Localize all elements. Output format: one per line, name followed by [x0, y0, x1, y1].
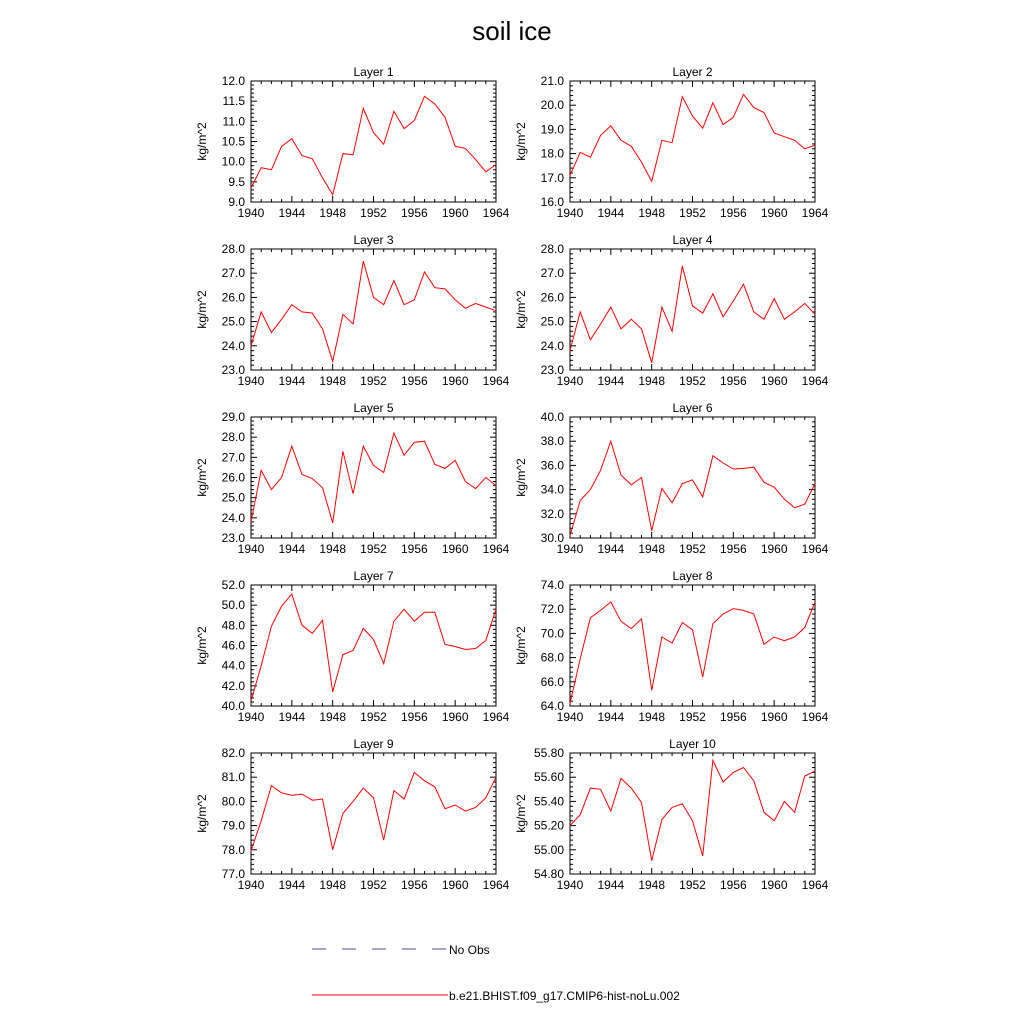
x-tick-label: 1944 [597, 374, 625, 388]
panel-title: Layer 6 [672, 401, 713, 415]
y-tick-label: 26.0 [221, 290, 245, 305]
x-tick-label: 1964 [482, 542, 510, 556]
y-tick-label: 46.0 [221, 638, 245, 653]
y-tick-label: 78.0 [221, 842, 245, 857]
y-tick-label: 11.0 [222, 114, 245, 129]
y-tick-label: 38.0 [540, 434, 564, 449]
x-tick-label: 1948 [638, 374, 666, 388]
y-tick-label: 21.0 [540, 74, 564, 88]
x-tick-label: 1940 [556, 206, 584, 220]
y-tick-label: 23.0 [540, 363, 564, 377]
x-tick-label: 1940 [237, 878, 265, 892]
legend-obs-label: No Obs [449, 943, 490, 957]
x-tick-label: 1952 [360, 710, 387, 724]
panel-title: Layer 3 [353, 233, 394, 247]
x-tick-label: 1944 [278, 542, 306, 556]
y-tick-label: 29.0 [221, 410, 245, 424]
x-tick-label: 1952 [679, 206, 706, 220]
y-axis-label: kg/m^2 [514, 458, 528, 497]
y-tick-label: 80.0 [221, 794, 245, 809]
y-axis-label: kg/m^2 [514, 626, 528, 665]
y-axis-label: kg/m^2 [195, 290, 209, 329]
y-axis-label: kg/m^2 [195, 458, 209, 497]
x-tick-label: 1940 [556, 542, 584, 556]
y-tick-label: 55.40 [533, 794, 564, 809]
y-tick-label: 17.0 [540, 170, 564, 185]
x-tick-label: 1952 [360, 878, 387, 892]
y-tick-label: 74.0 [540, 578, 564, 592]
panel-title: Layer 9 [353, 737, 394, 751]
x-tick-label: 1940 [237, 374, 265, 388]
y-tick-label: 9.5 [228, 174, 245, 189]
y-tick-label: 25.0 [540, 314, 564, 329]
y-tick-label: 27.0 [540, 266, 564, 281]
y-tick-label: 12.0 [221, 74, 245, 88]
x-tick-label: 1948 [638, 206, 666, 220]
x-tick-label: 1960 [441, 542, 469, 556]
x-tick-label: 1964 [801, 878, 829, 892]
y-tick-label: 27.0 [221, 450, 245, 465]
y-tick-label: 40.0 [221, 699, 245, 713]
x-tick-label: 1956 [719, 878, 747, 892]
y-axis-label: kg/m^2 [195, 122, 209, 161]
x-tick-label: 1960 [441, 710, 469, 724]
x-tick-label: 1960 [760, 206, 788, 220]
y-tick-label: 66.0 [540, 674, 564, 689]
x-tick-label: 1948 [319, 542, 347, 556]
y-tick-label: 28.0 [221, 242, 245, 256]
x-tick-label: 1964 [801, 710, 829, 724]
x-tick-label: 1964 [482, 878, 510, 892]
y-tick-label: 10.0 [221, 154, 245, 169]
y-axis-label: kg/m^2 [195, 626, 209, 665]
x-tick-label: 1952 [360, 542, 387, 556]
x-tick-label: 1944 [278, 206, 306, 220]
y-tick-label: 82.0 [221, 746, 245, 760]
x-tick-label: 1940 [237, 710, 265, 724]
panel-title: Layer 4 [672, 233, 713, 247]
y-tick-label: 26.0 [540, 290, 564, 305]
y-tick-label: 28.0 [221, 430, 245, 445]
y-tick-label: 9.0 [228, 195, 245, 209]
legend-model-label: b.e21.BHIST.f09_g17.CMIP6-hist-noLu.002 [449, 989, 680, 1003]
y-tick-label: 20.0 [540, 98, 564, 113]
x-tick-label: 1956 [719, 206, 747, 220]
y-axis-label: kg/m^2 [514, 122, 528, 161]
x-tick-label: 1952 [679, 374, 706, 388]
y-tick-label: 24.0 [540, 338, 564, 353]
y-tick-label: 55.80 [533, 746, 564, 760]
y-tick-label: 79.0 [221, 818, 245, 833]
y-tick-label: 36.0 [540, 458, 564, 473]
x-tick-label: 1960 [760, 878, 788, 892]
x-tick-label: 1964 [482, 374, 510, 388]
x-tick-label: 1956 [400, 206, 428, 220]
x-tick-label: 1964 [482, 710, 510, 724]
x-tick-label: 1956 [400, 374, 428, 388]
y-tick-label: 10.5 [221, 134, 245, 149]
x-tick-label: 1940 [556, 374, 584, 388]
y-tick-label: 48.0 [221, 618, 245, 633]
y-tick-label: 52.0 [221, 578, 245, 592]
y-tick-label: 23.0 [221, 363, 245, 377]
y-axis-label: kg/m^2 [195, 794, 209, 833]
x-tick-label: 1940 [237, 542, 265, 556]
x-tick-label: 1948 [319, 206, 347, 220]
y-tick-label: 25.0 [221, 490, 245, 505]
x-tick-label: 1960 [441, 374, 469, 388]
y-axis-label: kg/m^2 [514, 290, 528, 329]
y-tick-label: 25.0 [221, 314, 245, 329]
y-tick-label: 32.0 [540, 506, 564, 521]
panel-title: Layer 8 [672, 569, 713, 583]
y-tick-label: 19.0 [540, 122, 564, 137]
x-tick-label: 1952 [679, 710, 706, 724]
y-tick-label: 28.0 [540, 242, 564, 256]
chart-title: soil ice [472, 16, 552, 46]
panel-title: Layer 2 [672, 65, 713, 79]
x-tick-label: 1964 [482, 206, 510, 220]
x-tick-label: 1944 [597, 206, 625, 220]
y-tick-label: 72.0 [540, 602, 564, 617]
y-tick-label: 23.0 [221, 531, 245, 545]
x-tick-label: 1948 [638, 878, 666, 892]
panel-title: Layer 7 [353, 569, 394, 583]
x-tick-label: 1952 [360, 374, 387, 388]
x-tick-label: 1944 [278, 710, 306, 724]
x-tick-label: 1944 [597, 710, 625, 724]
x-tick-label: 1952 [679, 878, 706, 892]
panel-title: Layer 10 [669, 737, 716, 751]
x-tick-label: 1964 [801, 542, 829, 556]
x-tick-label: 1960 [441, 206, 469, 220]
x-tick-label: 1956 [719, 710, 747, 724]
x-tick-label: 1956 [719, 374, 747, 388]
y-tick-label: 81.0 [221, 770, 245, 785]
x-tick-label: 1956 [400, 710, 428, 724]
y-tick-label: 24.0 [221, 510, 245, 525]
x-tick-label: 1960 [441, 878, 469, 892]
y-tick-label: 54.80 [533, 867, 564, 881]
y-tick-label: 11.5 [222, 94, 245, 109]
x-tick-label: 1940 [237, 206, 265, 220]
y-tick-label: 70.0 [540, 626, 564, 641]
x-tick-label: 1964 [801, 374, 829, 388]
y-tick-label: 77.0 [221, 867, 245, 881]
x-tick-label: 1944 [278, 374, 306, 388]
y-tick-label: 50.0 [221, 598, 245, 613]
panel-title: Layer 5 [353, 401, 394, 415]
y-tick-label: 24.0 [221, 338, 245, 353]
x-tick-label: 1948 [319, 710, 347, 724]
y-tick-label: 44.0 [221, 658, 245, 673]
x-tick-label: 1964 [801, 206, 829, 220]
y-tick-label: 40.0 [540, 410, 564, 424]
y-tick-label: 34.0 [540, 482, 564, 497]
y-tick-label: 27.0 [221, 266, 245, 281]
x-tick-label: 1940 [556, 878, 584, 892]
x-tick-label: 1960 [760, 374, 788, 388]
y-tick-label: 55.60 [533, 770, 564, 785]
x-tick-label: 1956 [400, 542, 428, 556]
x-tick-label: 1944 [597, 878, 625, 892]
y-tick-label: 18.0 [540, 146, 564, 161]
y-tick-label: 55.20 [533, 818, 564, 833]
x-tick-label: 1960 [760, 542, 788, 556]
x-tick-label: 1960 [760, 710, 788, 724]
x-tick-label: 1940 [556, 710, 584, 724]
y-tick-label: 42.0 [221, 678, 245, 693]
x-tick-label: 1948 [319, 878, 347, 892]
panel-title: Layer 1 [353, 65, 394, 79]
x-tick-label: 1952 [679, 542, 706, 556]
y-tick-label: 26.0 [221, 470, 245, 485]
x-tick-label: 1952 [360, 206, 387, 220]
y-axis-label: kg/m^2 [514, 794, 528, 833]
y-tick-label: 30.0 [540, 531, 564, 545]
y-tick-label: 16.0 [540, 195, 564, 209]
x-tick-label: 1948 [319, 374, 347, 388]
x-tick-label: 1948 [638, 710, 666, 724]
x-tick-label: 1956 [719, 542, 747, 556]
x-tick-label: 1948 [638, 542, 666, 556]
y-tick-label: 55.00 [533, 842, 564, 857]
x-tick-label: 1944 [278, 878, 306, 892]
x-tick-label: 1956 [400, 878, 428, 892]
x-tick-label: 1944 [597, 542, 625, 556]
y-tick-label: 68.0 [540, 650, 564, 665]
y-tick-label: 64.0 [540, 699, 564, 713]
